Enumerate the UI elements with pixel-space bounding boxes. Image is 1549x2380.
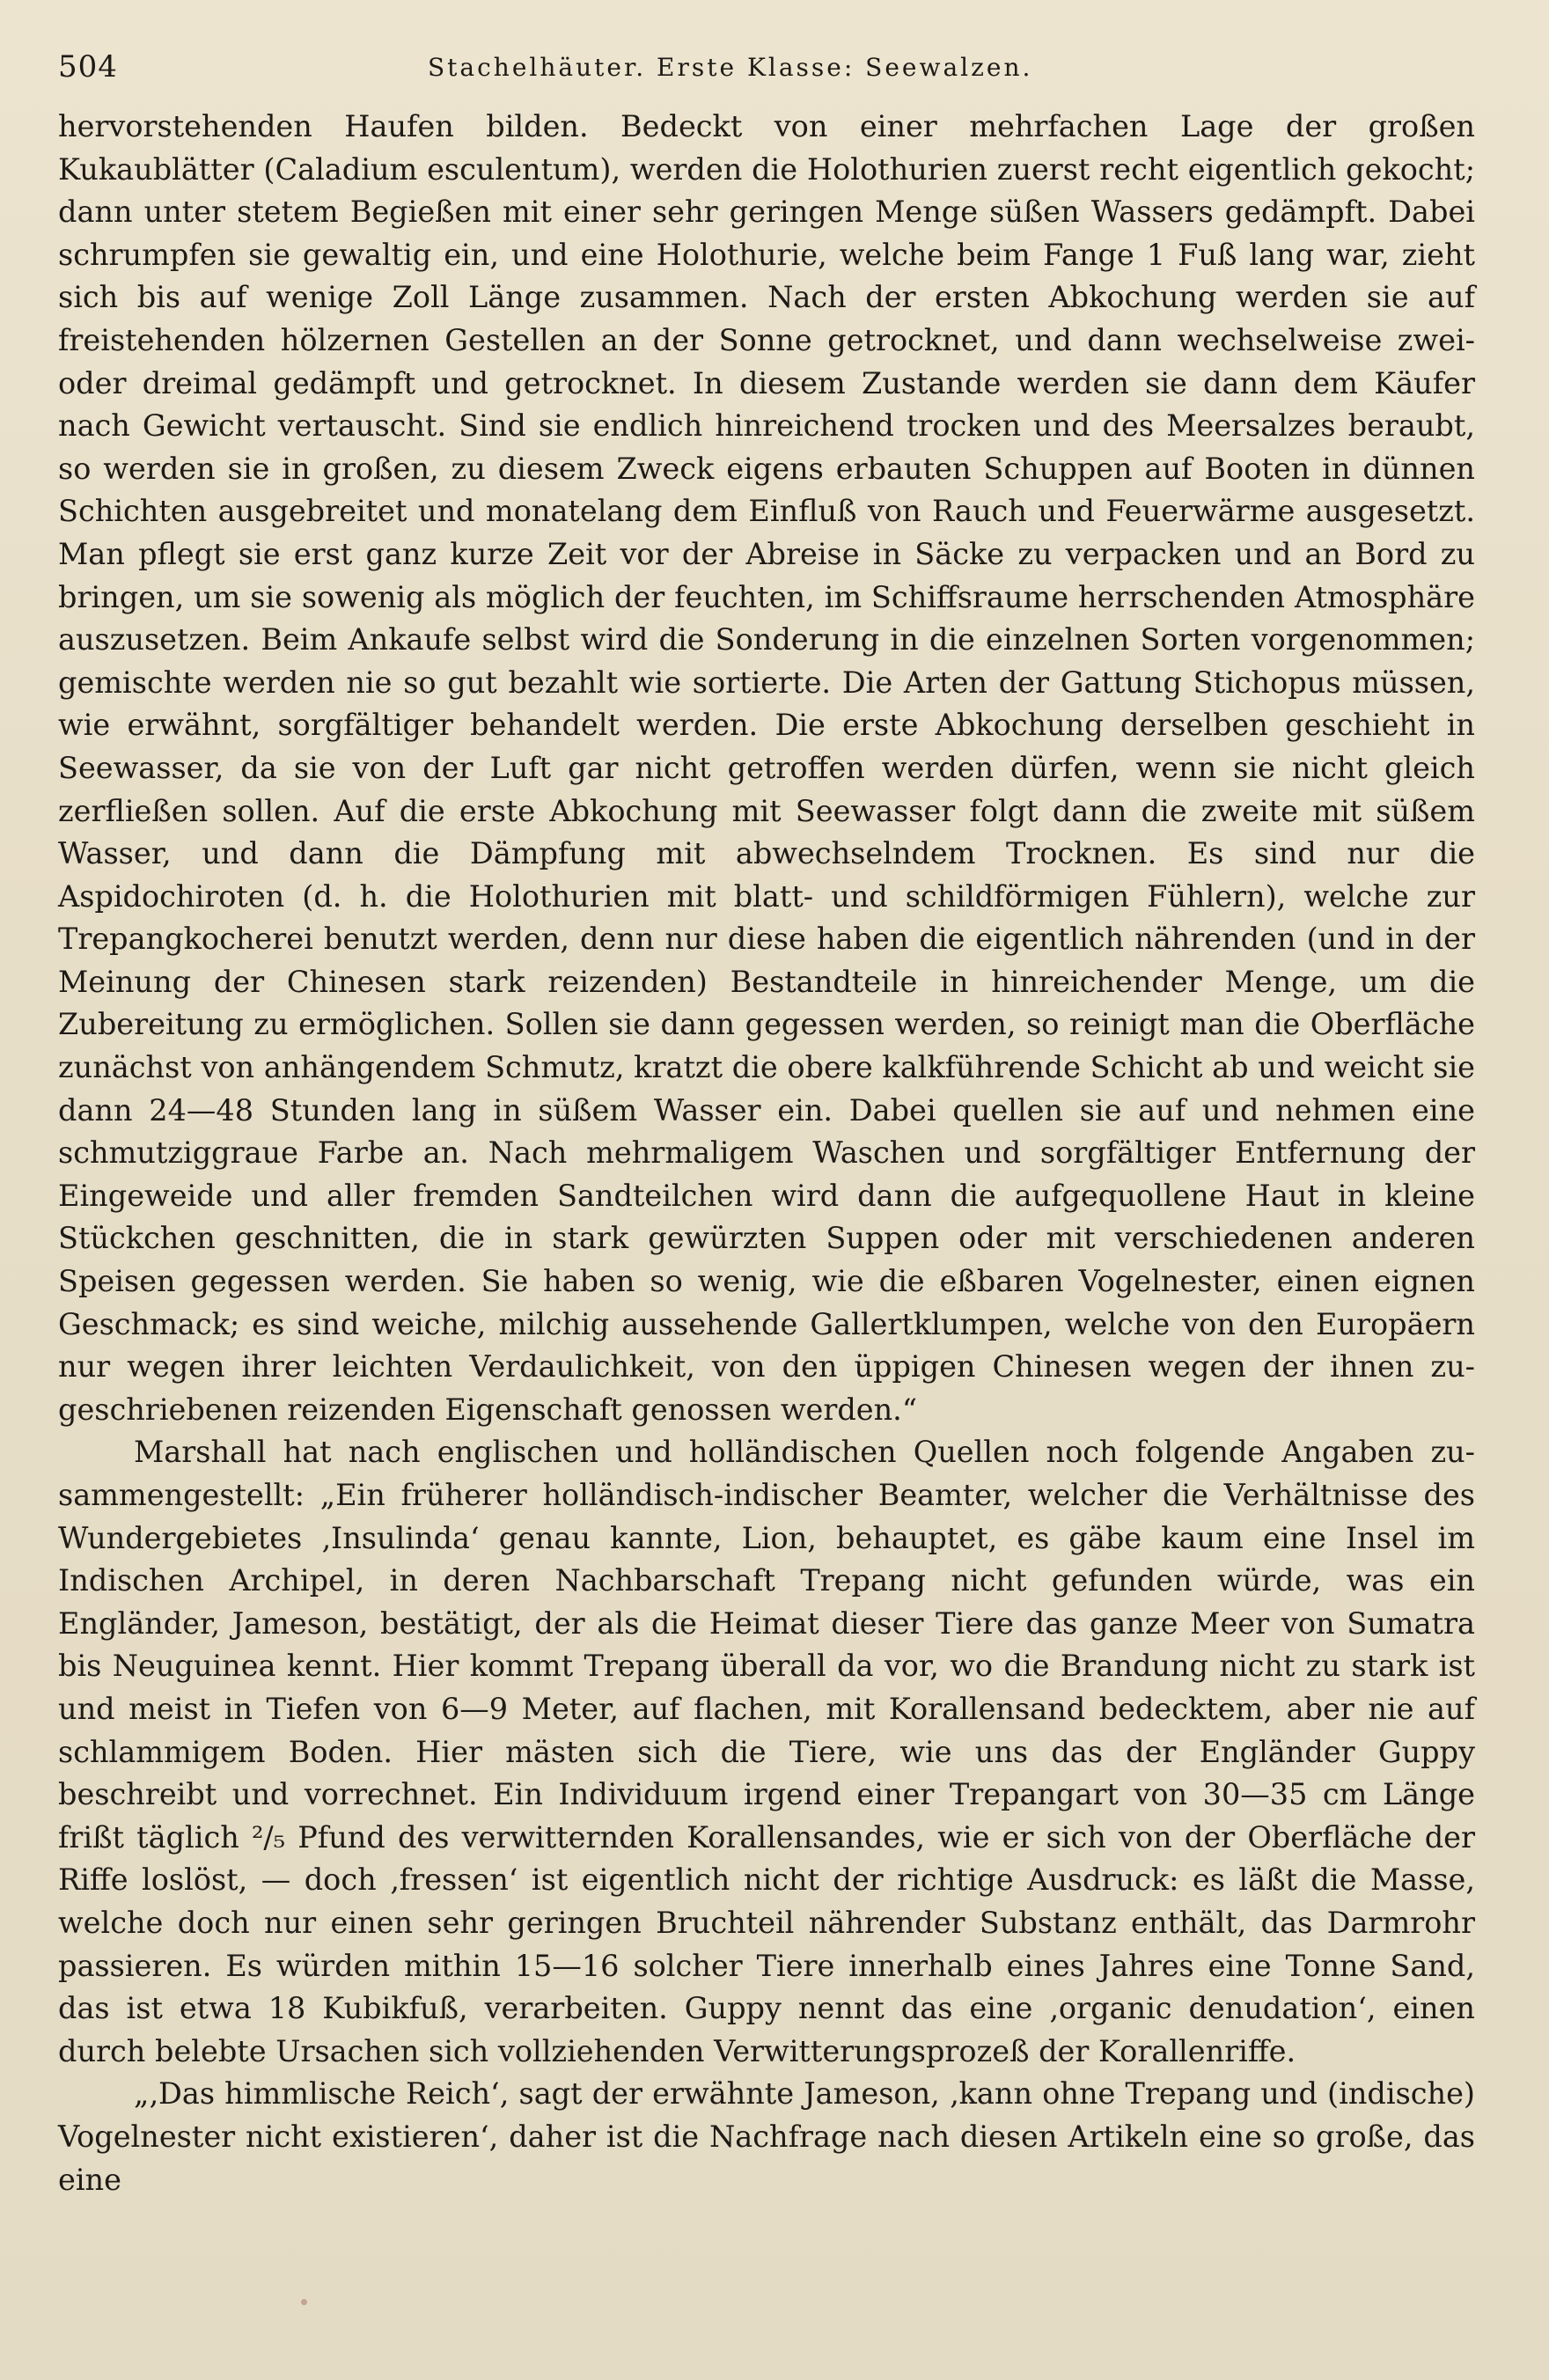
paragraph-heavenly-empire: „‚Das himmlische Reich‘, sagt der erwähnte Jameson, ‚kann ohne Trepang und (indische) Vogelnester nicht existieren‘, daher ist die Nachfrage nach diesen Artikeln eine so große, das eine xyxy=(58,2076,1475,2197)
ink-spot xyxy=(301,2299,307,2305)
page-number: 504 xyxy=(58,49,118,84)
body-text xyxy=(58,106,1475,2201)
running-head xyxy=(58,44,1475,90)
paragraph-trepang-preparation: hervorstehenden Haufen bilden. Bedeckt von einer mehrfachen Lage der großen Kukaublätter (Caladium esculentum), werden die Holothurien zuerst recht eigentlich gekocht; dann unter stetem Begießen mit einer sehr geringen Menge süßen Wassers gedämpft. Dabei schrumpfen sie gewaltig ein, und eine Holothurie, welche beim Fange 1 Fuß lang war, zieht sich bis auf wenige Zoll Länge zusammen. Nach der ersten Abkochung werden sie auf freistehenden hölzernen Gestellen an der Sonne getrocknet, und dann wechselweise zwei- oder dreimal gedämpft und getrocknet. In diesem Zustande werden sie dann dem Käufer nach Gewicht vertauscht. Sind sie endlich hinreichend trocken und des Meersalzes beraubt, so werden sie in großen, zu diesem Zweck eigens erbauten Schuppen auf Booten in dünnen Schichten ausgebreitet und monatelang dem Einfluß von Rauch und Feuerwärme ausgesetzt. Man pflegt sie erst ganz kurze Zeit vor der Abreise in Säcke zu verpacken und an Bord zu bringen, um sie sowenig als möglich der feuchten, im Schiffsraume herrschenden Atmosphäre auszusetzen. Beim Ankaufe selbst wird die Sonderung in die einzelnen Sorten vorgenommen; gemischte werden nie so gut bezahlt wie sortierte. Die Arten der Gattung Stichopus müssen, wie erwähnt, sorgfältiger behandelt werden. Die erste Abkochung derselben geschieht in Seewasser, da sie von der Luft gar nicht getroffen werden dürfen, wenn sie nicht gleich zerfließen sollen. Auf die erste Abkochung mit Seewasser folgt dann die zweite mit süßem Wasser, und dann die Dämpfung mit abwechselndem Trocknen. Es sind nur die Aspidochiroten (d. h. die Holothurien mit blatt- und schildförmigen Fühlern), welche zur Trepangkocherei benutzt werden, denn nur diese haben die eigentlich nährenden (und in der Meinung der Chinesen stark reizenden) Bestandteile in hinreichender Menge, um die Zubereitung zu ermöglichen. Sollen sie dann gegessen werden, so reinigt man die Oberfläche zunächst von anhängendem Schmutz, kratzt die obere kalkführende Schicht ab und weicht sie dann 24—48 Stunden lang in süßem Wasser ein. Dabei quellen sie auf und nehmen eine schmutziggraue Farbe an. Nach mehrmaligem Waschen und sorgfältiger Entfernung der Eingeweide und aller fremden Sandteilchen wird dann die aufgequollene Haut in kleine Stückchen geschnitten, die in stark gewürzten Suppen oder mit verschiedenen anderen Speisen gegessen werden. Sie haben so wenig, wie die eßbaren Vogelnester, einen eignen Geschmack; es sind weiche, milchig aussehende Gallertklumpen, welche von den Europäern nur wegen ihrer leichten Verdaulichkeit, von den üppigen Chinesen wegen der ihnen zugeschriebenen reizenden Eigenschaft genossen werden.“ xyxy=(58,109,1475,1427)
paragraph-marshall-report: Marshall hat nach englischen und holländischen Quellen noch folgende Angaben zusammengestellt: „Ein früherer holländisch-indischer Beamter, welcher die Verhältnisse des Wundergebietes ‚Insulinda‘ genau kannte, Lion, behauptet, es gäbe kaum eine Insel im Indischen Archipel, in deren Nachbarschaft Trepang nicht gefunden würde, was ein Engländer, Jameson, bestätigt, der als die Heimat dieser Tiere das ganze Meer von Sumatra bis Neuguinea kennt. Hier kommt Trepang überall da vor, wo die Brandung nicht zu stark ist und meist in Tiefen von 6—9 Meter, auf flachen, mit Korallensand bedecktem, aber nie auf schlammigem Boden. Hier mästen sich die Tiere, wie uns das der Engländer Guppy beschreibt und vorrechnet. Ein Individuum irgend einer Trepangart von 30—35 cm Länge frißt täglich ²/₅ Pfund des verwitternden Korallensandes, wie er sich von der Oberfläche der Riffe loslöst, — doch ‚fressen‘ ist eigentlich nicht der richtige Ausdruck: es läßt die Masse, welche doch nur einen sehr geringen Bruchteil nährender Substanz enthält, das Darmrohr passieren. Es würden mithin 15—16 solcher Tiere innerhalb eines Jahres eine Tonne Sand, das ist etwa 18 Kubikfuß, verarbeiten. Guppy nennt das eine ‚organic denudation‘, einen durch belebte Ursachen sich vollziehenden Verwitterungsprozeß der Korallenriffe. xyxy=(58,1435,1475,2068)
running-title: Stachelhäuter. Erste Klasse: Seewalzen. xyxy=(428,53,1033,82)
